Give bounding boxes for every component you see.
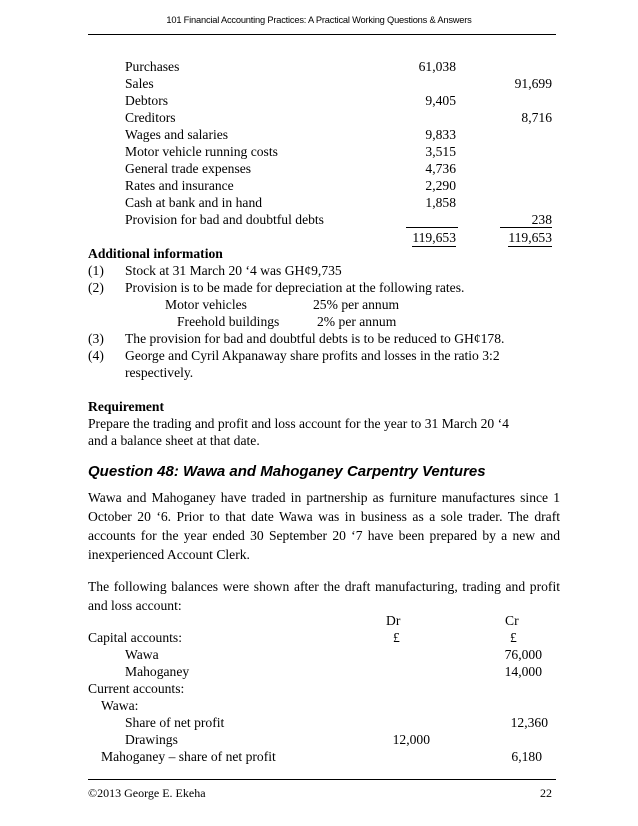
- additional-heading: Additional information: [88, 246, 223, 261]
- currency-cr: £: [510, 630, 517, 645]
- requirement-line: and a balance sheet at that date.: [88, 433, 260, 448]
- tb-dr: 61,038: [418, 59, 456, 74]
- page-number: 22: [540, 786, 552, 800]
- tb-label: Rates and insurance: [125, 178, 234, 193]
- capital-label: Capital accounts:: [88, 630, 182, 645]
- balance-label: Share of net profit: [125, 715, 225, 730]
- tb-dr: 9,405: [425, 93, 456, 108]
- footer-copyright: ©2013 George E. Ekeha: [88, 786, 206, 800]
- col-cr-header: Cr: [505, 613, 519, 628]
- balance-cr: 6,180: [511, 749, 542, 764]
- question-paragraph: Wawa and Mahoganey have traded in partnership as furniture manufactures since 1 October 20 ‘6. Prior to that date Wawa was in business as a sole trader. The draft accounts for the year ended 30 September 20 ‘7 have been prepared by a new and inexperienced Account Clerk.: [88, 490, 560, 562]
- item-text: Stock at 31 March 20 ‘4 was GH¢9,735: [125, 263, 342, 278]
- balance-label: Wawa: [125, 647, 159, 662]
- cr-total-rule: [500, 227, 552, 228]
- item-text: The provision for bad and doubtful debts is to be reduced to GH¢178.: [125, 331, 505, 346]
- question-title: Question 48: Wawa and Mahoganey Carpentry Ventures: [88, 463, 486, 480]
- dr-total-rule: [406, 227, 458, 228]
- tb-label: Provision for bad and doubtful debts: [125, 212, 324, 227]
- item-number: (1): [88, 263, 104, 278]
- tb-label: Sales: [125, 76, 154, 91]
- balance-cr: 14,000: [504, 664, 542, 679]
- requirement-line: Prepare the trading and profit and loss account for the year to 31 March 20 ‘4: [88, 416, 509, 431]
- page-header: 101 Financial Accounting Practices: A Practical Working Questions & Answers: [166, 15, 472, 25]
- item-number: (4): [88, 348, 104, 363]
- rate-asset: Freehold buildings: [177, 314, 280, 329]
- tb-label: Cash at bank and in hand: [125, 195, 263, 210]
- item-number: (2): [88, 280, 104, 295]
- rate-value: 2% per annum: [317, 314, 397, 329]
- tb-cr: 8,716: [521, 110, 552, 125]
- question-paragraph: The following balances were shown after the draft manufacturing, trading and profit and loss account:: [88, 579, 560, 613]
- tb-cr: 238: [531, 212, 552, 227]
- tb-dr: 1,858: [425, 195, 456, 210]
- tb-label: Purchases: [125, 59, 180, 74]
- balance-cr: 12,360: [510, 715, 548, 730]
- requirement-heading: Requirement: [88, 399, 165, 414]
- balance-cr: 76,000: [504, 647, 542, 662]
- balance-label: Mahoganey – share of net profit: [101, 749, 276, 764]
- currency-dr: £: [393, 630, 400, 645]
- balance-dr: 12,000: [392, 732, 430, 747]
- tb-label: Motor vehicle running costs: [125, 144, 278, 159]
- col-dr-header: Dr: [386, 613, 401, 628]
- tb-dr: 2,290: [425, 178, 456, 193]
- tb-dr: 3,515: [425, 144, 456, 159]
- rate-asset: Motor vehicles: [165, 297, 247, 312]
- current-label: Current accounts:: [88, 681, 185, 696]
- tb-dr: 9,833: [425, 127, 456, 142]
- item-text: George and Cyril Akpanaway share profits and losses in the ratio 3:2: [125, 348, 500, 363]
- balance-label: Mahoganey: [125, 664, 190, 679]
- item-number: (3): [88, 331, 104, 346]
- tb-cr: 91,699: [514, 76, 552, 91]
- item-text: Provision is to be made for depreciation at the following rates.: [125, 280, 465, 295]
- total-cr: 119,653: [508, 230, 552, 245]
- footer-rule: [88, 779, 556, 780]
- tb-label: Creditors: [125, 110, 176, 125]
- item-text-cont: respectively.: [125, 365, 194, 380]
- tb-dr: 4,736: [425, 161, 456, 176]
- tb-label: General trade expenses: [125, 161, 252, 176]
- balance-label: Drawings: [125, 732, 178, 747]
- tb-label: Wages and salaries: [125, 127, 229, 142]
- header-rule: [88, 34, 556, 35]
- rate-value: 25% per annum: [313, 297, 400, 312]
- tb-label: Debtors: [125, 93, 169, 108]
- balance-label: Wawa:: [101, 698, 139, 713]
- total-dr: 119,653: [412, 230, 456, 245]
